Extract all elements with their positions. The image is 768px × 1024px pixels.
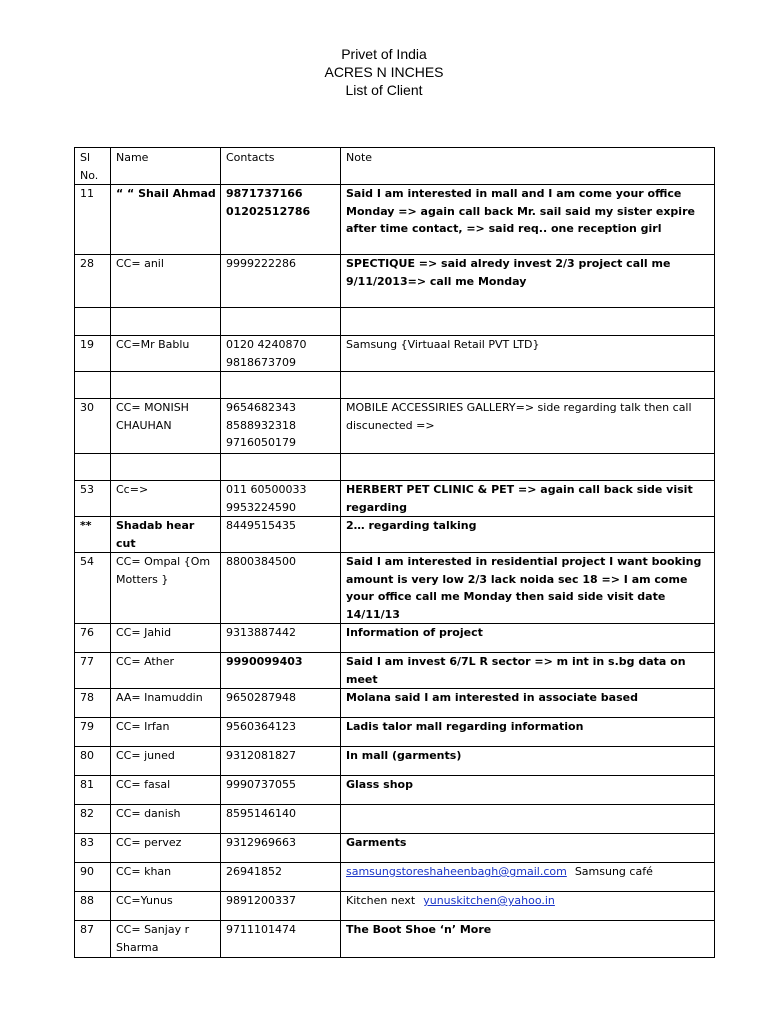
document-header <box>0 45 768 99</box>
cell-note: Samsung {Virtuaal Retail PVT LTD} <box>341 336 715 372</box>
cell-name: CC= Irfan <box>111 718 221 747</box>
cell-note: Said I am invest 6/7L R sector => m int in s.bg data on meet <box>341 653 715 689</box>
header-sl-no: Sl No. <box>75 148 111 185</box>
cell-name: CC= Jahid <box>111 624 221 653</box>
cell-contacts: 9871737166 01202512786 <box>221 185 341 255</box>
cell-note: The Boot Shoe ‘n’ More <box>341 921 715 958</box>
cell-note: HERBERT PET CLINIC & PET => again call back side visit regarding <box>341 481 715 517</box>
cell-name: CC= fasal <box>111 776 221 805</box>
cell-sl: 87 <box>75 921 111 958</box>
table-row <box>75 689 715 718</box>
cell-note: 2… regarding talking <box>341 517 715 553</box>
note-text: Samsung café <box>574 865 653 878</box>
cell-name: CC= MONISH CHAUHAN <box>111 399 221 454</box>
cell-sl: 11 <box>75 185 111 255</box>
cell-sl: 81 <box>75 776 111 805</box>
cell-note: SPECTIQUE => said alredy invest 2/3 project call me 9/11/2013=> call me Monday <box>341 255 715 308</box>
cell-contacts: 8595146140 <box>221 805 341 834</box>
table-row <box>75 863 715 892</box>
table-row <box>75 553 715 624</box>
table-header-row <box>75 148 715 185</box>
cell-name: CC= anil <box>111 255 221 308</box>
cell-contacts: 0120 4240870 9818673709 <box>221 336 341 372</box>
cell-sl: 19 <box>75 336 111 372</box>
empty-row <box>75 372 715 399</box>
cell-contacts: 011 60500033 9953224590 <box>221 481 341 517</box>
table-row <box>75 921 715 958</box>
table-row <box>75 255 715 308</box>
table-row <box>75 653 715 689</box>
empty-row <box>75 308 715 336</box>
cell-contacts: 9654682343 8588932318 9716050179 <box>221 399 341 454</box>
cell-name: AA= Inamuddin <box>111 689 221 718</box>
cell-sl: 77 <box>75 653 111 689</box>
table-row <box>75 834 715 863</box>
cell-sl: 90 <box>75 863 111 892</box>
cell-sl: 28 <box>75 255 111 308</box>
cell-name: CC= Ather <box>111 653 221 689</box>
cell-note <box>341 863 715 892</box>
cell-sl: 80 <box>75 747 111 776</box>
cell-note: Garments <box>341 834 715 863</box>
company-name: Privet of India <box>341 46 427 62</box>
company-subtitle: ACRES N INCHES <box>324 64 444 80</box>
cell-sl: 76 <box>75 624 111 653</box>
cell-contacts: 9560364123 <box>221 718 341 747</box>
table-row <box>75 776 715 805</box>
table-row <box>75 624 715 653</box>
table-row <box>75 517 715 553</box>
cell-note <box>341 892 715 921</box>
cell-contacts: 9650287948 <box>221 689 341 718</box>
header-contacts: Contacts <box>221 148 341 185</box>
cell-note <box>341 805 715 834</box>
cell-note: Molana said I am interested in associate based <box>341 689 715 718</box>
cell-contacts: 8800384500 <box>221 553 341 624</box>
cell-contacts: 26941852 <box>221 863 341 892</box>
cell-name: Shadab hear cut <box>111 517 221 553</box>
cell-sl: 82 <box>75 805 111 834</box>
cell-contacts: 9990737055 <box>221 776 341 805</box>
table-row <box>75 805 715 834</box>
cell-contacts: 9313887442 <box>221 624 341 653</box>
cell-sl: 83 <box>75 834 111 863</box>
cell-name: CC= juned <box>111 747 221 776</box>
cell-sl: 30 <box>75 399 111 454</box>
cell-note: Said I am interested in mall and I am come your office Monday => again call back Mr. sail said my sister expire after time contact, => said req.. one reception girl <box>341 185 715 255</box>
cell-contacts: 9312969663 <box>221 834 341 863</box>
cell-name: CC= Ompal {Om Motters } <box>111 553 221 624</box>
cell-note: In mall (garments) <box>341 747 715 776</box>
cell-note: Glass shop <box>341 776 715 805</box>
cell-contacts: 9999222286 <box>221 255 341 308</box>
header-name: Name <box>111 148 221 185</box>
cell-note: Ladis talor mall regarding information <box>341 718 715 747</box>
cell-name: “ “ Shail Ahmad <box>111 185 221 255</box>
email-link[interactable]: yunuskitchen@yahoo.in <box>423 894 555 907</box>
cell-contacts: 9990099403 <box>221 653 341 689</box>
table-row <box>75 185 715 255</box>
cell-contacts: 9312081827 <box>221 747 341 776</box>
cell-sl: 54 <box>75 553 111 624</box>
note-text: Kitchen next <box>346 894 416 907</box>
cell-note: Information of project <box>341 624 715 653</box>
cell-note: Said I am interested in residential project I want booking amount is very low 2/3 lack noida sec 18 => I am come your office call me Monday then said side visit date 14/11/13 <box>341 553 715 624</box>
cell-name: CC= danish <box>111 805 221 834</box>
cell-name: Cc=> <box>111 481 221 517</box>
cell-name: CC=Mr Bablu <box>111 336 221 372</box>
cell-name: CC= pervez <box>111 834 221 863</box>
cell-sl: ** <box>75 517 111 553</box>
cell-sl: 78 <box>75 689 111 718</box>
cell-name: CC= Sanjay r Sharma <box>111 921 221 958</box>
cell-contacts: 8449515435 <box>221 517 341 553</box>
client-table <box>74 147 715 958</box>
cell-note: MOBILE ACCESSIRIES GALLERY=> side regarding talk then call discunected => <box>341 399 715 454</box>
cell-contacts: 9891200337 <box>221 892 341 921</box>
cell-sl: 79 <box>75 718 111 747</box>
cell-sl: 53 <box>75 481 111 517</box>
document-title: List of Client <box>345 82 423 98</box>
table-row <box>75 336 715 372</box>
empty-row <box>75 454 715 481</box>
table-row <box>75 718 715 747</box>
table-row <box>75 399 715 454</box>
table-row <box>75 481 715 517</box>
cell-name: CC= khan <box>111 863 221 892</box>
table-row <box>75 892 715 921</box>
cell-sl: 88 <box>75 892 111 921</box>
cell-contacts: 9711101474 <box>221 921 341 958</box>
cell-name: CC=Yunus <box>111 892 221 921</box>
table-row <box>75 747 715 776</box>
email-link[interactable]: samsungstoreshaheenbagh@gmail.com <box>346 865 567 878</box>
header-note: Note <box>341 148 715 185</box>
